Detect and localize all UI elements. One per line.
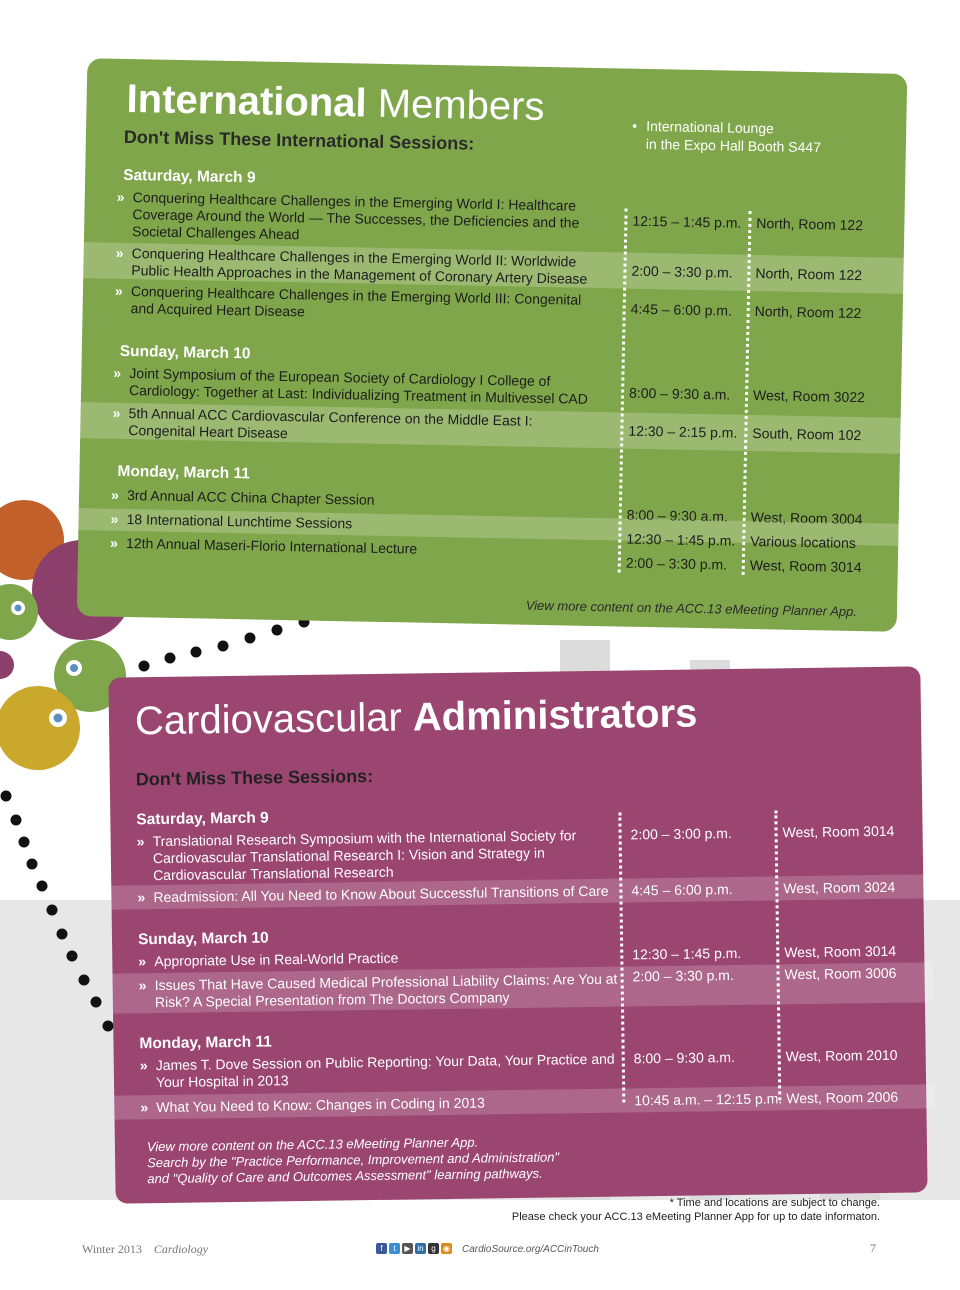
chevron-right-icon: » bbox=[138, 977, 147, 994]
chevron-right-icon: » bbox=[114, 282, 123, 299]
youtube-icon[interactable]: ▶ bbox=[402, 1243, 413, 1254]
session-time: 4:45 – 6:00 p.m. bbox=[631, 881, 733, 899]
session-time: 12:30 – 2:15 p.m. bbox=[628, 422, 738, 441]
linkedin-icon[interactable]: in bbox=[415, 1243, 426, 1254]
day-heading: Monday, March 11 bbox=[117, 462, 251, 483]
panel-footer-note: View more content on the ACC.13 eMeeting Planner App. bbox=[525, 597, 858, 620]
title-bold: International bbox=[126, 76, 368, 126]
title-light: Cardiovascular bbox=[134, 695, 403, 744]
magazine-name: Cardiology bbox=[153, 1242, 209, 1256]
session-row bbox=[111, 820, 932, 883]
page-number: 7 bbox=[870, 1241, 876, 1255]
chevron-right-icon: » bbox=[138, 953, 147, 970]
panel-title bbox=[126, 77, 545, 130]
day-heading: Saturday, March 9 bbox=[136, 809, 269, 829]
session-room: North, Room 122 bbox=[756, 215, 864, 234]
lounge-title: International Lounge bbox=[646, 117, 775, 137]
footer-link[interactable]: CardioSource.org/ACCinTouch bbox=[462, 1244, 599, 1255]
session-room: West, Room 3014 bbox=[749, 556, 862, 576]
session-time: 12:15 – 1:45 p.m. bbox=[632, 212, 742, 231]
session-title: Conquering Healthcare Challenges in the Emerging World I: Healthcare Coverage Around the World — The Successes, the Deficiencies and the Societal Challenges Ahead bbox=[131, 189, 580, 243]
google-plus-icon[interactable]: g bbox=[428, 1243, 439, 1254]
session-room: West, Room 2006 bbox=[786, 1088, 899, 1107]
session-title: Joint Symposium of the European Society of Cardiology I College of Cardiology: Together at Last: Individualizing Treatment in Multivessel CAD bbox=[128, 365, 588, 407]
session-title: 3rd Annual ACC China Chapter Session bbox=[126, 487, 375, 508]
session-room: Various locations bbox=[750, 532, 856, 552]
session-time: 2:00 – 3:00 p.m. bbox=[630, 825, 732, 843]
chevron-right-icon: » bbox=[113, 364, 122, 381]
session-title: Conquering Healthcare Challenges in the Emerging World II: Worldwide Public Health Approaches in the Management of Coronary Artery Disease bbox=[131, 245, 588, 287]
social-icons bbox=[376, 1243, 452, 1254]
session-time: 2:00 – 3:30 p.m. bbox=[631, 262, 733, 281]
chevron-right-icon: » bbox=[139, 1057, 148, 1074]
chevron-right-icon: » bbox=[137, 889, 146, 906]
session-title: 12th Annual Maseri-Florio International Lecture bbox=[125, 535, 418, 557]
chevron-right-icon: » bbox=[109, 534, 119, 551]
panel-subtitle: Don't Miss These Sessions: bbox=[135, 766, 374, 790]
session-room: West, Room 3014 bbox=[784, 942, 897, 961]
session-title: Issues That Have Caused Medical Professional Liability Claims: Are You at Risk? A Special Presentation from The Doctors Company bbox=[154, 970, 618, 1011]
twitter-icon[interactable]: t bbox=[389, 1243, 400, 1254]
facebook-icon[interactable]: f bbox=[376, 1243, 387, 1254]
session-time: 8:00 – 9:30 a.m. bbox=[626, 506, 729, 525]
chevron-right-icon: » bbox=[110, 486, 120, 503]
session-title: James T. Dove Session on Public Reporting: Your Data, Your Practice and Your Hospital in 2013 bbox=[155, 1050, 615, 1091]
session-room: West, Room 3006 bbox=[784, 964, 897, 983]
session-room: West, Room 2010 bbox=[785, 1046, 898, 1065]
panel-footer-note: View more content on the ACC.13 eMeeting Planner App. Search by the "Practice Performance, Improvement and Administration" and "Quality of Care and Outcomes Assessment" learning pathways. bbox=[146, 1134, 560, 1187]
session-time: 10:45 a.m. – 12:15 p.m. bbox=[634, 1090, 783, 1109]
chevron-right-icon: » bbox=[115, 244, 124, 261]
lounge-location: in the Expo Hall Booth S447 bbox=[645, 135, 822, 156]
session-time: 2:00 – 3:30 p.m. bbox=[632, 966, 734, 985]
session-room: West, Room 3014 bbox=[782, 822, 895, 841]
issue-info bbox=[82, 1242, 208, 1257]
day-heading: Saturday, March 9 bbox=[123, 166, 256, 187]
title-bold: Administrators bbox=[412, 691, 698, 740]
day-heading: Sunday, March 10 bbox=[137, 929, 269, 949]
session-time: 8:00 – 9:30 a.m. bbox=[633, 1048, 736, 1067]
session-time: 8:00 – 9:30 a.m. bbox=[628, 384, 731, 403]
session-title: 5th Annual ACC Cardiovascular Conference on the Middle East I: Congenital Heart Disease bbox=[128, 405, 533, 442]
cardiovascular-administrators-panel bbox=[108, 666, 927, 1203]
session-room: North, Room 122 bbox=[754, 303, 862, 322]
day-heading: Sunday, March 10 bbox=[119, 342, 251, 363]
panel-subtitle: Don't Miss These International Sessions: bbox=[123, 126, 475, 154]
session-title: Appropriate Use in Real-World Practice bbox=[154, 949, 399, 970]
chevron-right-icon: » bbox=[136, 833, 145, 850]
session-time: 12:30 – 1:45 p.m. bbox=[632, 944, 742, 963]
session-room: West, Room 3022 bbox=[752, 387, 866, 406]
session-title: What You Need to Know: Changes in Coding in 2013 bbox=[156, 1094, 485, 1116]
session-title: 18 International Lunchtime Sessions bbox=[126, 511, 353, 532]
issue-date: Winter 2013 bbox=[82, 1242, 142, 1256]
title-light: Members bbox=[377, 81, 545, 129]
session-time: 2:00 – 3:30 p.m. bbox=[625, 554, 728, 573]
session-room: West, Room 3024 bbox=[783, 878, 896, 897]
chevron-right-icon: » bbox=[112, 404, 121, 421]
session-title: Readmission: All You Need to Know About Successful Transitions of Care bbox=[153, 882, 609, 906]
session-room: West, Room 3004 bbox=[750, 509, 863, 528]
rss-icon[interactable]: ◉ bbox=[441, 1243, 452, 1254]
chevron-right-icon: » bbox=[140, 1099, 149, 1116]
disclaimer-note: * Time and locations are subject to change. Please check your ACC.13 eMeeting Planner App for up to date informaton. bbox=[511, 1197, 880, 1223]
bullet-icon: • bbox=[632, 117, 638, 134]
day-heading: Monday, March 11 bbox=[139, 1033, 272, 1053]
session-room: South, Room 102 bbox=[752, 425, 862, 444]
international-members-panel bbox=[77, 58, 908, 632]
session-room: North, Room 122 bbox=[755, 265, 863, 284]
lounge-info bbox=[632, 117, 822, 156]
session-time: 4:45 – 6:00 p.m. bbox=[630, 300, 733, 319]
chevron-right-icon: » bbox=[116, 188, 125, 205]
session-title: Translational Research Symposium with the International Society for Cardiovascular Translational Research I: Vision and Strategy in Cardiovascular Translational Research bbox=[152, 827, 577, 884]
session-time: 12:30 – 1:45 p.m. bbox=[626, 530, 736, 549]
panel-title bbox=[135, 691, 698, 744]
chevron-right-icon: » bbox=[110, 510, 119, 527]
session-title: Conquering Healthcare Challenges in the Emerging World III: Congenital and Acquired Heart Disease bbox=[130, 283, 582, 320]
